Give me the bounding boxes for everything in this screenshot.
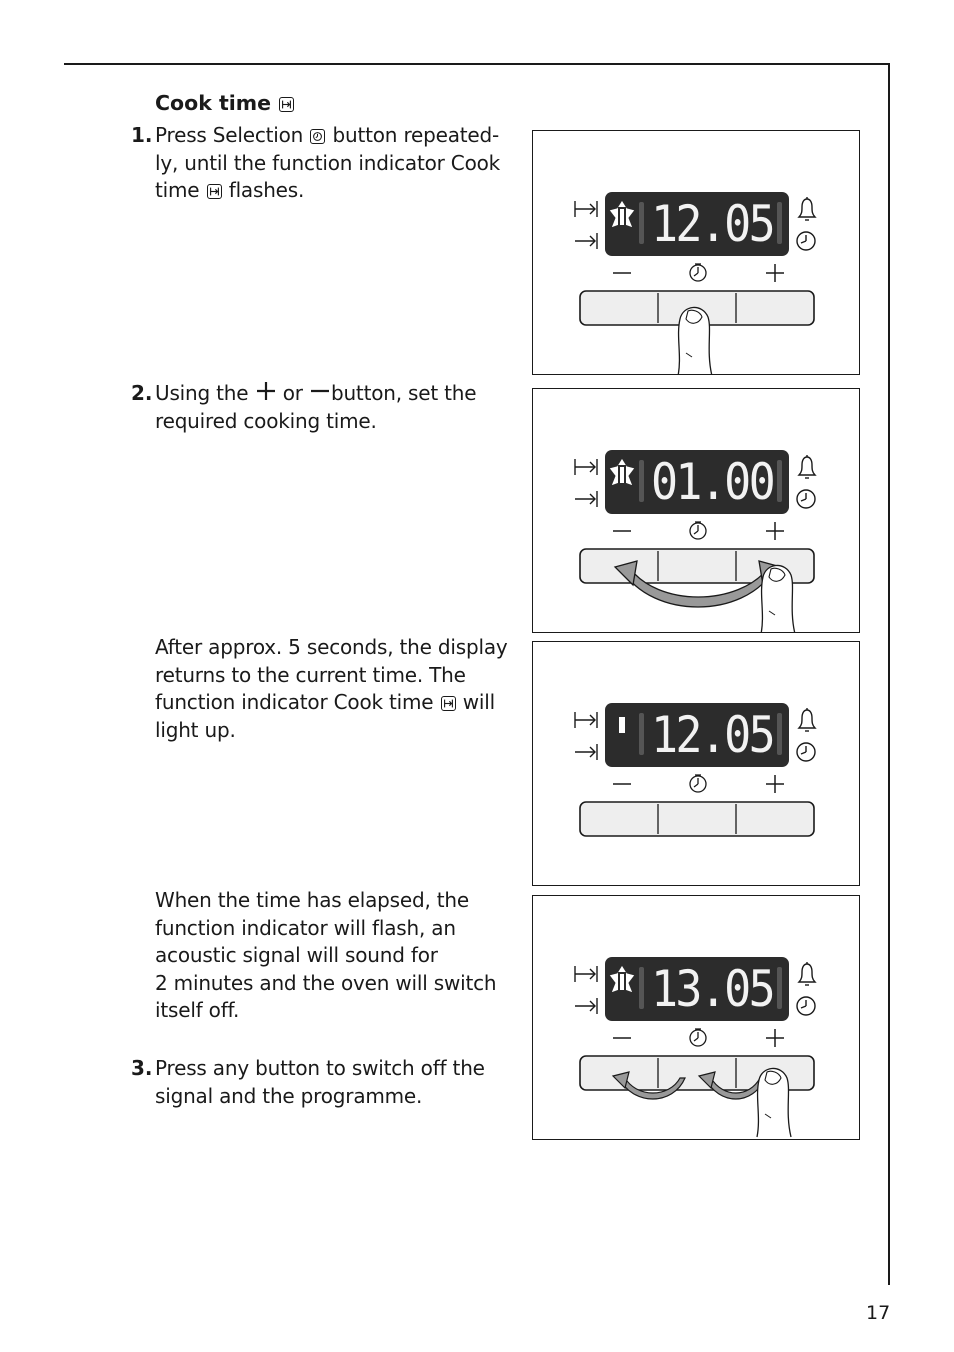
lcd-segment (639, 460, 644, 502)
function-indicator-icon (607, 711, 637, 751)
end-time-symbol (575, 744, 597, 760)
section-heading (155, 89, 295, 117)
plus-label (766, 1029, 784, 1047)
bell-symbol (799, 962, 815, 985)
lcd-digits: 12.05 (651, 195, 773, 253)
end-time-symbol (575, 998, 597, 1014)
step-2-number: 2. (131, 381, 153, 405)
selection-label (690, 522, 706, 539)
lcd-segment (777, 713, 782, 755)
clock-symbol (797, 490, 815, 508)
lcd-segment (639, 202, 644, 244)
clock-symbol (797, 743, 815, 761)
step-1-number: 1. (131, 123, 153, 147)
cook-time-symbol (575, 966, 597, 982)
lcd-digits: 12.05 (651, 706, 773, 764)
top-rule (64, 63, 890, 65)
selection-label (690, 264, 706, 281)
plus-label (766, 264, 784, 282)
cook-time-icon (441, 696, 456, 711)
clock-symbol (797, 997, 815, 1015)
bell-symbol (799, 708, 815, 731)
selection-label (690, 775, 706, 792)
end-time-symbol (575, 491, 597, 507)
bell-symbol (799, 197, 815, 220)
lcd-display (605, 957, 789, 1021)
finger-pointer (761, 565, 795, 632)
step-1-text: Press Selection button repeated- ly, until the function indicator Cook time flashes. (155, 123, 501, 202)
step-2-text: Using the or button, set the required cooking time. (155, 381, 477, 433)
plus-label (766, 522, 784, 540)
lcd-segment (777, 460, 782, 502)
button-strip (580, 802, 814, 836)
clock-symbol (797, 232, 815, 250)
lcd-segment (639, 967, 644, 1009)
end-time-symbol (575, 233, 597, 249)
heading-text: Cook time (155, 91, 272, 115)
lcd-segment (777, 202, 782, 244)
finger-pointer (757, 1068, 791, 1137)
selection-label (690, 1029, 706, 1046)
control-panel-illustration (532, 130, 860, 375)
flashing-indicator-icon (607, 965, 637, 1005)
lcd-digits: 13.05 (651, 960, 773, 1018)
control-panel-illustration (532, 641, 860, 886)
elapsed-paragraph: When the time has elapsed, the function indicator will flash, an acoustic signal will sound for 2 minutes and the oven will switch itself off. (155, 888, 497, 1022)
lcd-segment (777, 967, 782, 1009)
control-panel-illustration (532, 388, 860, 633)
after-paragraph: After approx. 5 seconds, the display returns to the current time. The function indicator Cook time will light up. (155, 635, 508, 742)
right-rule (888, 63, 890, 1285)
finger-pointer (678, 307, 712, 374)
selection-icon (310, 129, 325, 144)
cook-time-icon (279, 97, 294, 112)
plus-label (766, 775, 784, 793)
step-3-number: 3. (131, 1056, 153, 1080)
lcd-display (605, 192, 789, 256)
step-3-text: Press any button to switch off the signal and the programme. (155, 1056, 485, 1108)
cook-time-icon (207, 184, 222, 199)
lcd-display (605, 450, 789, 514)
minus-icon (309, 381, 331, 401)
cook-time-symbol (575, 459, 597, 475)
cook-time-symbol (575, 201, 597, 217)
cook-time-symbol (575, 712, 597, 728)
lcd-display (605, 703, 789, 767)
page-number: 17 (866, 1302, 891, 1324)
plus-icon (255, 381, 277, 401)
flashing-indicator-icon (607, 200, 637, 240)
bell-symbol (799, 455, 815, 478)
control-panel-illustration (532, 895, 860, 1140)
flashing-indicator-icon (607, 458, 637, 498)
lcd-segment (639, 713, 644, 755)
lcd-digits: 01.00 (651, 453, 773, 511)
